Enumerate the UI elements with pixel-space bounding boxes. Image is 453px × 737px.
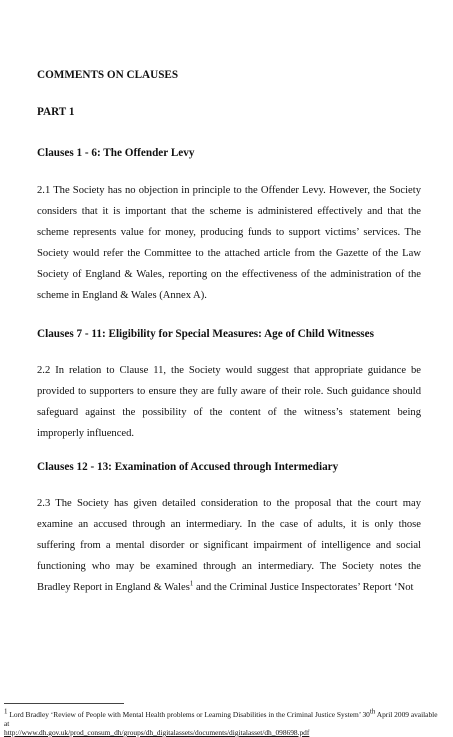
paragraph-2-3-text [37, 493, 421, 598]
footnote-date-suffix: th [369, 707, 376, 716]
footnote-text-1: Lord Bradley ‘Review of People with Mental Health problems or Learning Disabilities in the Criminal Justice System’ 30 [7, 710, 370, 719]
paragraph-2-2-text: 2.2 In relation to Clause 11, the Society would suggest that appropriate guidance be provided to supporters to ensure they are fully aware of their role. Such guidance should safeguard against the possibility of the content of the witness’s statement being improperly influenced. [37, 365, 421, 439]
footnote [4, 707, 444, 737]
footnote-reference-marker: 1 [189, 579, 194, 588]
paragraph-2-3 [37, 493, 421, 598]
paragraph-2-3-part-1: 2.3 The Society has given detailed consideration to the proposal that the court may examine an accused through an intermediary. In the case of adults, it is only those suffering from a mental disorder or significant impairment of intelligence and social functioning who may be examined through an intermediary. The Society notes the Bradley Report in England & Wales [37, 498, 421, 593]
footnote-link[interactable]: http://www.dh.gov.uk/prod_consum_dh/groups/dh_digitalassets/documents/digitalasset/dh_098698.pdf [4, 728, 310, 737]
footnote-marker: 1 [4, 707, 8, 716]
paragraph-2-3-part-2: and the Criminal Justice Inspectorates’ Report ‘Not [193, 582, 414, 593]
footnote-text-2: April 2009 available at [4, 710, 438, 728]
paragraph-2-2 [37, 360, 421, 444]
section-heading-intermediary: Clauses 12 - 13: Examination of Accused through Intermediary [37, 461, 339, 473]
section-heading-offender-levy: Clauses 1 - 6: The Offender Levy [37, 147, 195, 159]
footnote-separator [4, 703, 124, 704]
paragraph-2-1-text: 2.1 The Society has no objection in principle to the Offender Levy. However, the Society considers that it is important that the scheme is administered effectively and that the scheme represents value for money, producing funds to support victims’ services. The Society would refer the Committee to the attached article from the Gazette of the Law Society of England & Wales, reporting on the effectiveness of the administration of the scheme in England & Wales (Annex A). [37, 185, 421, 301]
section-heading-special-measures: Clauses 7 - 11: Eligibility for Special Measures: Age of Child Witnesses [37, 328, 374, 340]
document-title: COMMENTS ON CLAUSES [37, 69, 179, 81]
part-heading: PART 1 [37, 106, 75, 118]
paragraph-2-1 [37, 180, 421, 306]
